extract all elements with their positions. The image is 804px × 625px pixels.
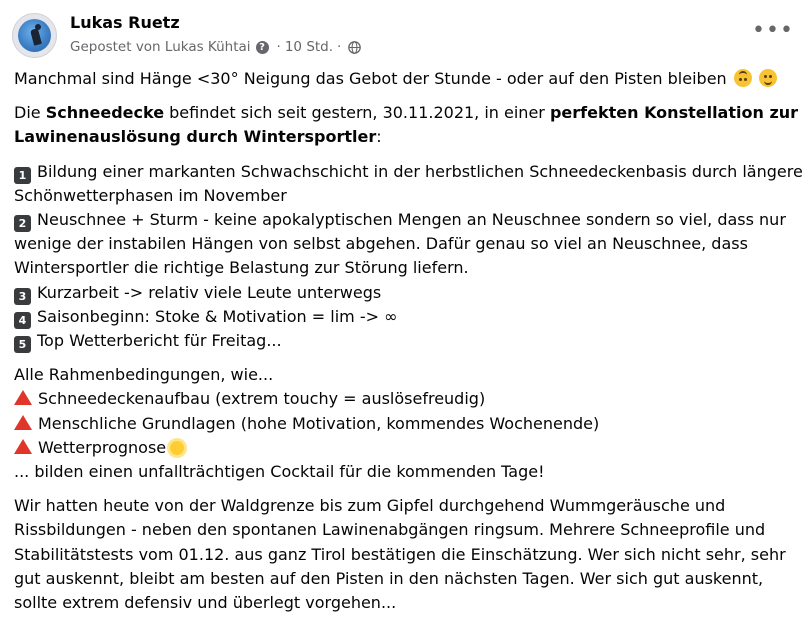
intro-line bbox=[14, 67, 796, 91]
avatar-image bbox=[18, 19, 51, 52]
text-segment: befindet sich seit gestern, 30.11.2021, in einer bbox=[164, 103, 550, 123]
condition-item bbox=[14, 412, 796, 436]
condition-text: Schneedeckenaufbau (extrem touchy = auslösefreudig) bbox=[38, 389, 486, 409]
list-item-text: Bildung einer markanten Schwachschicht in der herbstlichen Schneedeckenbasis durch längere bbox=[37, 161, 803, 181]
red-triangle-icon bbox=[14, 390, 32, 405]
condition-text: Menschliche Grundlagen (hohe Motivation, kommendes Wochenende) bbox=[38, 413, 600, 433]
upside-down-face-emoji-icon bbox=[734, 69, 752, 87]
keycap-4-icon: 4 bbox=[14, 312, 31, 329]
avatar-figure-body bbox=[30, 28, 42, 46]
final-line: sollte extrem defensiv und überlegt vorgehen... bbox=[14, 593, 397, 613]
smiling-face-emoji-icon bbox=[759, 69, 777, 87]
more-options-button[interactable]: ••• bbox=[752, 18, 794, 43]
intro-text: Manchmal sind Hänge <30° Neigung das Gebot der Stunde - oder auf den Pisten bleiben bbox=[14, 69, 727, 88]
list-item bbox=[14, 281, 796, 305]
condition-text: Wetterprognose bbox=[38, 437, 167, 457]
bold-text-segment: Schneedecke bbox=[45, 103, 165, 123]
text-segment: Die bbox=[14, 103, 46, 123]
meta-separator: · bbox=[337, 39, 342, 55]
snowpack-line-1 bbox=[14, 101, 799, 125]
conditions-outro: ... bilden einen unfallträchtigen Cocktail für die kommenden Tage! bbox=[14, 462, 545, 482]
globe-icon[interactable] bbox=[348, 41, 361, 54]
snowpack-paragraph bbox=[14, 101, 799, 149]
red-triangle-icon bbox=[14, 415, 32, 430]
list-item-text: Top Wetterbericht für Freitag... bbox=[37, 331, 282, 351]
condition-item bbox=[14, 387, 796, 411]
post-meta bbox=[70, 38, 361, 56]
conditions-intro: Alle Rahmenbedingungen, wie... bbox=[14, 365, 274, 385]
final-line: Stabilitätstests vom 01.12. aus ganz Tirol bestätigen die Einschätzung. Wer sich nicht sehr, sehr bbox=[14, 544, 786, 564]
post-header bbox=[12, 10, 792, 60]
avatar[interactable] bbox=[12, 13, 57, 58]
sun-emoji-icon bbox=[170, 441, 184, 455]
numbered-list bbox=[14, 160, 803, 354]
list-item-continuation: wenige der instabilen Hängen von selbst abgehen. Dafür genau so viel an Neuschnee, dass bbox=[14, 234, 748, 254]
keycap-2-icon: 2 bbox=[14, 215, 31, 232]
conditions-paragraph bbox=[14, 363, 796, 484]
text-segment: : bbox=[376, 127, 382, 147]
condition-item bbox=[14, 436, 796, 460]
list-item bbox=[14, 160, 803, 184]
list-item bbox=[14, 208, 796, 232]
post-time[interactable]: 10 Std. bbox=[284, 39, 334, 55]
list-item bbox=[14, 329, 796, 353]
list-item-continuation: Schönwetterphasen im November bbox=[14, 185, 287, 205]
list-item-text: Saisonbeginn: Stoke & Motivation = lim -> ∞ bbox=[37, 306, 398, 326]
list-item-continuation: Wintersportler die richtige Belastung zur Störung liefern. bbox=[14, 258, 469, 278]
list-item-text: Kurzarbeit -> relativ viele Leute unterwegs bbox=[37, 282, 382, 302]
keycap-5-icon: 5 bbox=[14, 336, 31, 353]
list-item-text: Neuschnee + Sturm - keine apokalyptischen Mengen an Neuschnee sondern so viel, dass nur bbox=[37, 210, 786, 230]
final-line: gut auskennt, bleibt am besten auf den Pisten in den nächsten Tagen. Wer sich gut auskennt, bbox=[14, 568, 764, 588]
final-line: Rissbildungen - neben den spontanen Lawinenabgängen ringsum. Mehrere Schneeprofile und bbox=[14, 520, 766, 540]
final-line: Wir hatten heute von der Waldgrenze bis zum Gipfel durchgehend Wummgeräusche und bbox=[14, 496, 726, 516]
question-icon[interactable]: ? bbox=[256, 41, 269, 54]
snowpack-line-2 bbox=[14, 125, 796, 149]
bold-text-segment: Lawinenauslösung durch Wintersportler bbox=[14, 127, 377, 147]
bold-text-segment: perfekten Konstellation zur bbox=[549, 103, 799, 123]
red-triangle-icon bbox=[14, 439, 32, 454]
meta-separator: · bbox=[276, 39, 281, 55]
post-content bbox=[14, 67, 803, 625]
final-paragraph bbox=[14, 494, 796, 615]
keycap-1-icon: 1 bbox=[14, 167, 31, 184]
posted-by-text[interactable]: Gepostet von Lukas Kühtai bbox=[70, 39, 251, 55]
keycap-3-icon: 3 bbox=[14, 288, 31, 305]
author-name[interactable]: Lukas Ruetz bbox=[70, 13, 180, 32]
list-item bbox=[14, 305, 796, 329]
